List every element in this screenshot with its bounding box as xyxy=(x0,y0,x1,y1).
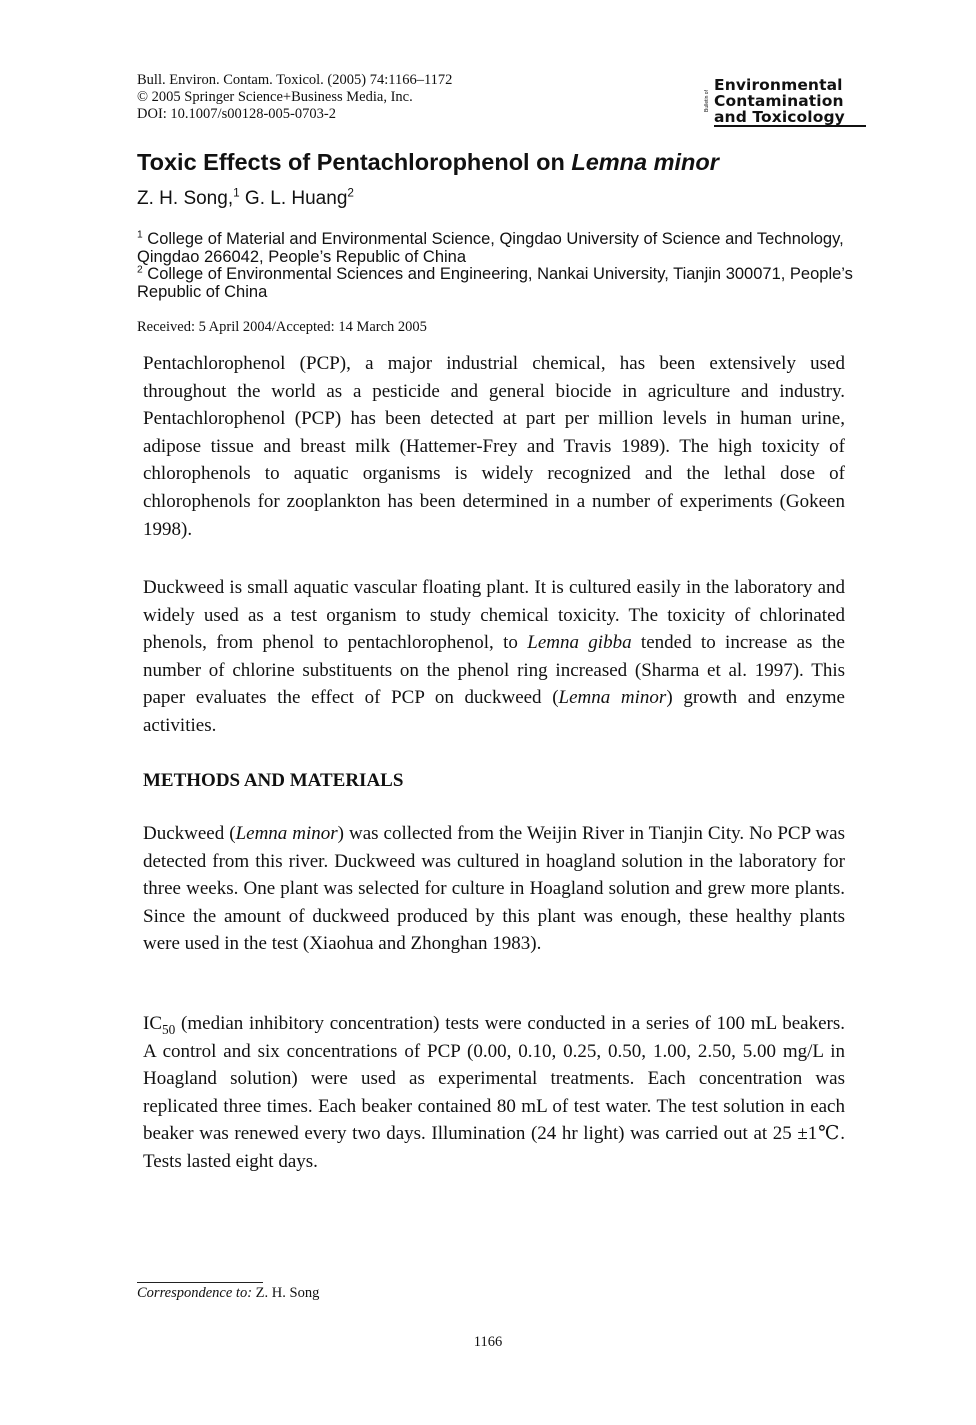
author-huang: G. L. Huang xyxy=(239,188,348,209)
section-heading-methods: METHODS AND MATERIALS xyxy=(143,770,404,791)
author-song: Z. H. Song, xyxy=(137,188,234,209)
methods-paragraph-2: $IC_{50}$ (median inhibitory concentration) tests were conducted in a series of 100 mL beakers. A control and six concentrations of PCP (0.00, 0.10, 0.25, 0.50, 1.00, 2.50, 5.00 mg/L in Hoagland solution) were used as experimental treatments. Each concentration was replicated three times. Each beaker contained 80 mL of test water. The test solution in each beaker was renewed every two days. Illumination (24 hr light) was carried out at 25 ±1℃. Tests lasted eight days. xyxy=(143,1013,845,1172)
intro-paragraph-2: Duckweed is small aquatic vascular floating plant. It is cultured easily in the laboratory and widely used as a test organism to study chemical toxicity. The toxicity of chlorinated phenols, from phenol to pentachlorophenol, to Lemna gibba tended to increase as the number of chlorine substituents on the phenol ring increased (Sharma et al. 1997). This paper evaluates the effect of PCP on duckweed (Lemna minor) growth and enzyme activities. xyxy=(143,577,845,736)
author-list: Z. H. Song,$^1$ G. L. Huang$^2$ xyxy=(137,186,354,209)
footnote-divider xyxy=(137,1282,263,1283)
title-species-name: Lemna minor xyxy=(571,149,719,175)
affiliation-2: $^2$ College of Environmental Sciences and Engineering, Nankai University, Tianjin 300071, People’s Republic of China xyxy=(137,264,853,301)
journal-logo-line2: Contamination xyxy=(714,92,844,110)
affiliations xyxy=(137,231,867,301)
correspondence-footnote: Correspondence to: Z. H. Song xyxy=(137,1285,320,1301)
received-date: Received: 5 April 2004/Accepted: 14 March 2005 xyxy=(137,319,427,335)
journal-logo xyxy=(704,77,864,125)
copyright-line: © 2005 Springer Science+Business Media, Inc. xyxy=(137,89,413,105)
doi-line: DOI: 10.1007/s00128-005-0703-2 xyxy=(137,106,336,122)
journal-logo-line3: and Toxicology xyxy=(714,109,866,127)
journal-logo-side-text: Bulletin of xyxy=(704,90,710,112)
affiliation-1: $^1$ College of Material and Environmental Science, Qingdao University of Science and Technology, Qingdao 266042, People’s Republic of China xyxy=(137,229,844,266)
article-title: Toxic Effects of Pentachlorophenol on Lemna minor xyxy=(137,149,719,175)
citation-header xyxy=(137,72,452,123)
page-number: 1166 xyxy=(473,1334,503,1350)
journal-logo-line1: Environmental xyxy=(714,76,843,94)
methods-paragraph-1: Duckweed (Lemna minor) was collected from the Weijin River in Tianjin City. No PCP was detected from this river. Duckweed was cultured in hoagland solution in the laboratory for three weeks. One plant was selected for culture in Hoagland solution and grew more plants. Since the amount of duckweed produced by this plant was enough, these healthy plants were used in the test (Xiaohua and Zhonghan 1983). xyxy=(143,823,845,955)
journal-citation: Bull. Environ. Contam. Toxicol. (2005) 74:1166–1172 xyxy=(137,72,453,88)
intro-paragraph-1: Pentachlorophenol (PCP), a major industrial chemical, has been extensively used throughout the world as a pesticide and general biocide in agriculture and industry. Pentachlorophenol (PCP) has been detected at part per million levels in human urine, adipose tissue and breast milk (Hattemer-Frey and Travis 1989). The high toxicity of chlorophenols to aquatic organisms is widely recognized and the lethal dose of chlorophenols for zooplankton has been determined in a number of experiments (Gokeen 1998). xyxy=(143,353,845,540)
